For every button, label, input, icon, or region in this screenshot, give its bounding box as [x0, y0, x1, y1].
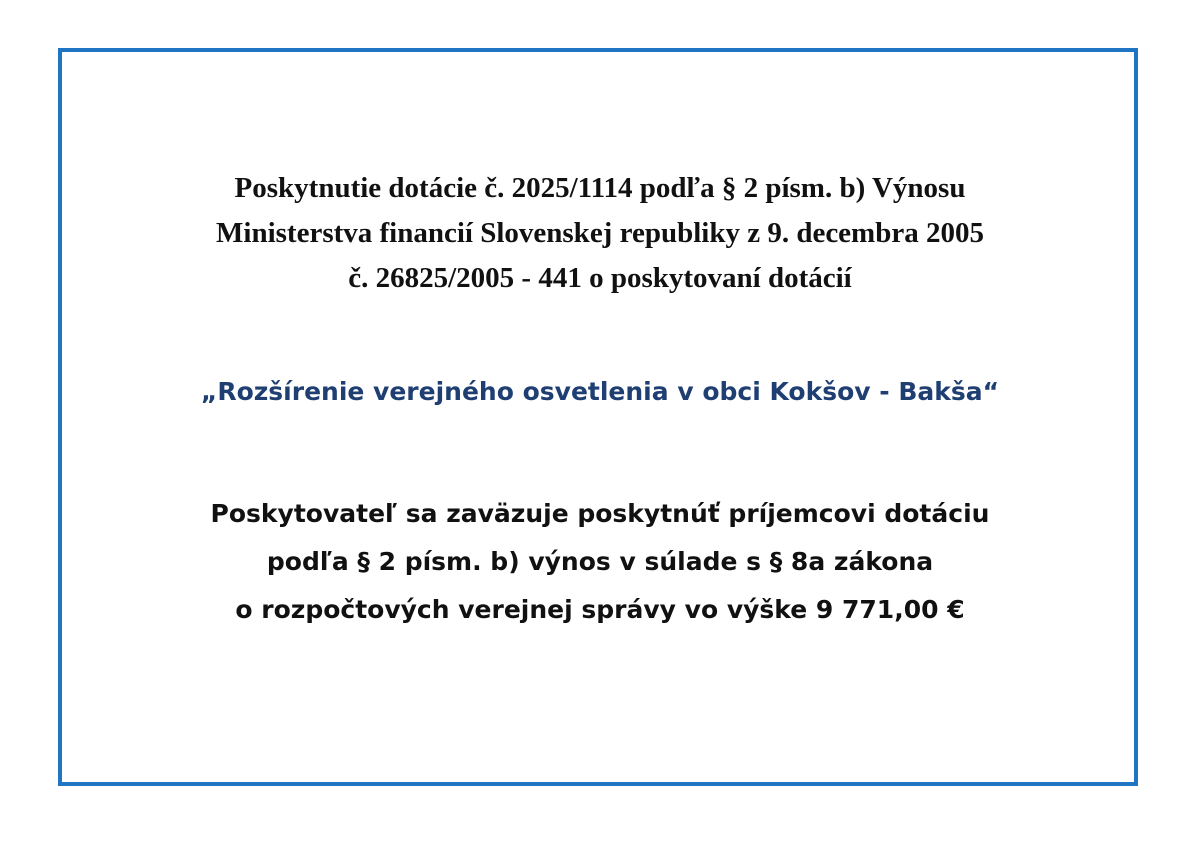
document-frame — [58, 48, 1138, 786]
heading-line-2: Ministerstva financií Slovenskej republiky z 9. decembra 2005 — [216, 217, 984, 249]
statement-line-1: Poskytovateľ sa zaväzuje poskytnúť príjemcovi dotáciu — [210, 499, 990, 528]
heading-line-3: č. 26825/2005 - 441 o poskytovaní dotácií — [348, 262, 852, 294]
grant-heading — [0, 166, 1200, 301]
heading-line-1: Poskytnutie dotácie č. 2025/1114 podľa § 2 písm. b) Výnosu — [234, 172, 966, 204]
statement-line-3: o rozpočtových verejnej správy vo výške 9 771,00 € — [235, 595, 965, 624]
statement-line-2: podľa § 2 písm. b) výnos v súlade s § 8a zákona — [266, 547, 934, 576]
grant-statement — [0, 490, 1200, 634]
project-title: „Rozšírenie verejného osvetlenia v obci Kokšov - Bakša“ — [200, 377, 1000, 406]
